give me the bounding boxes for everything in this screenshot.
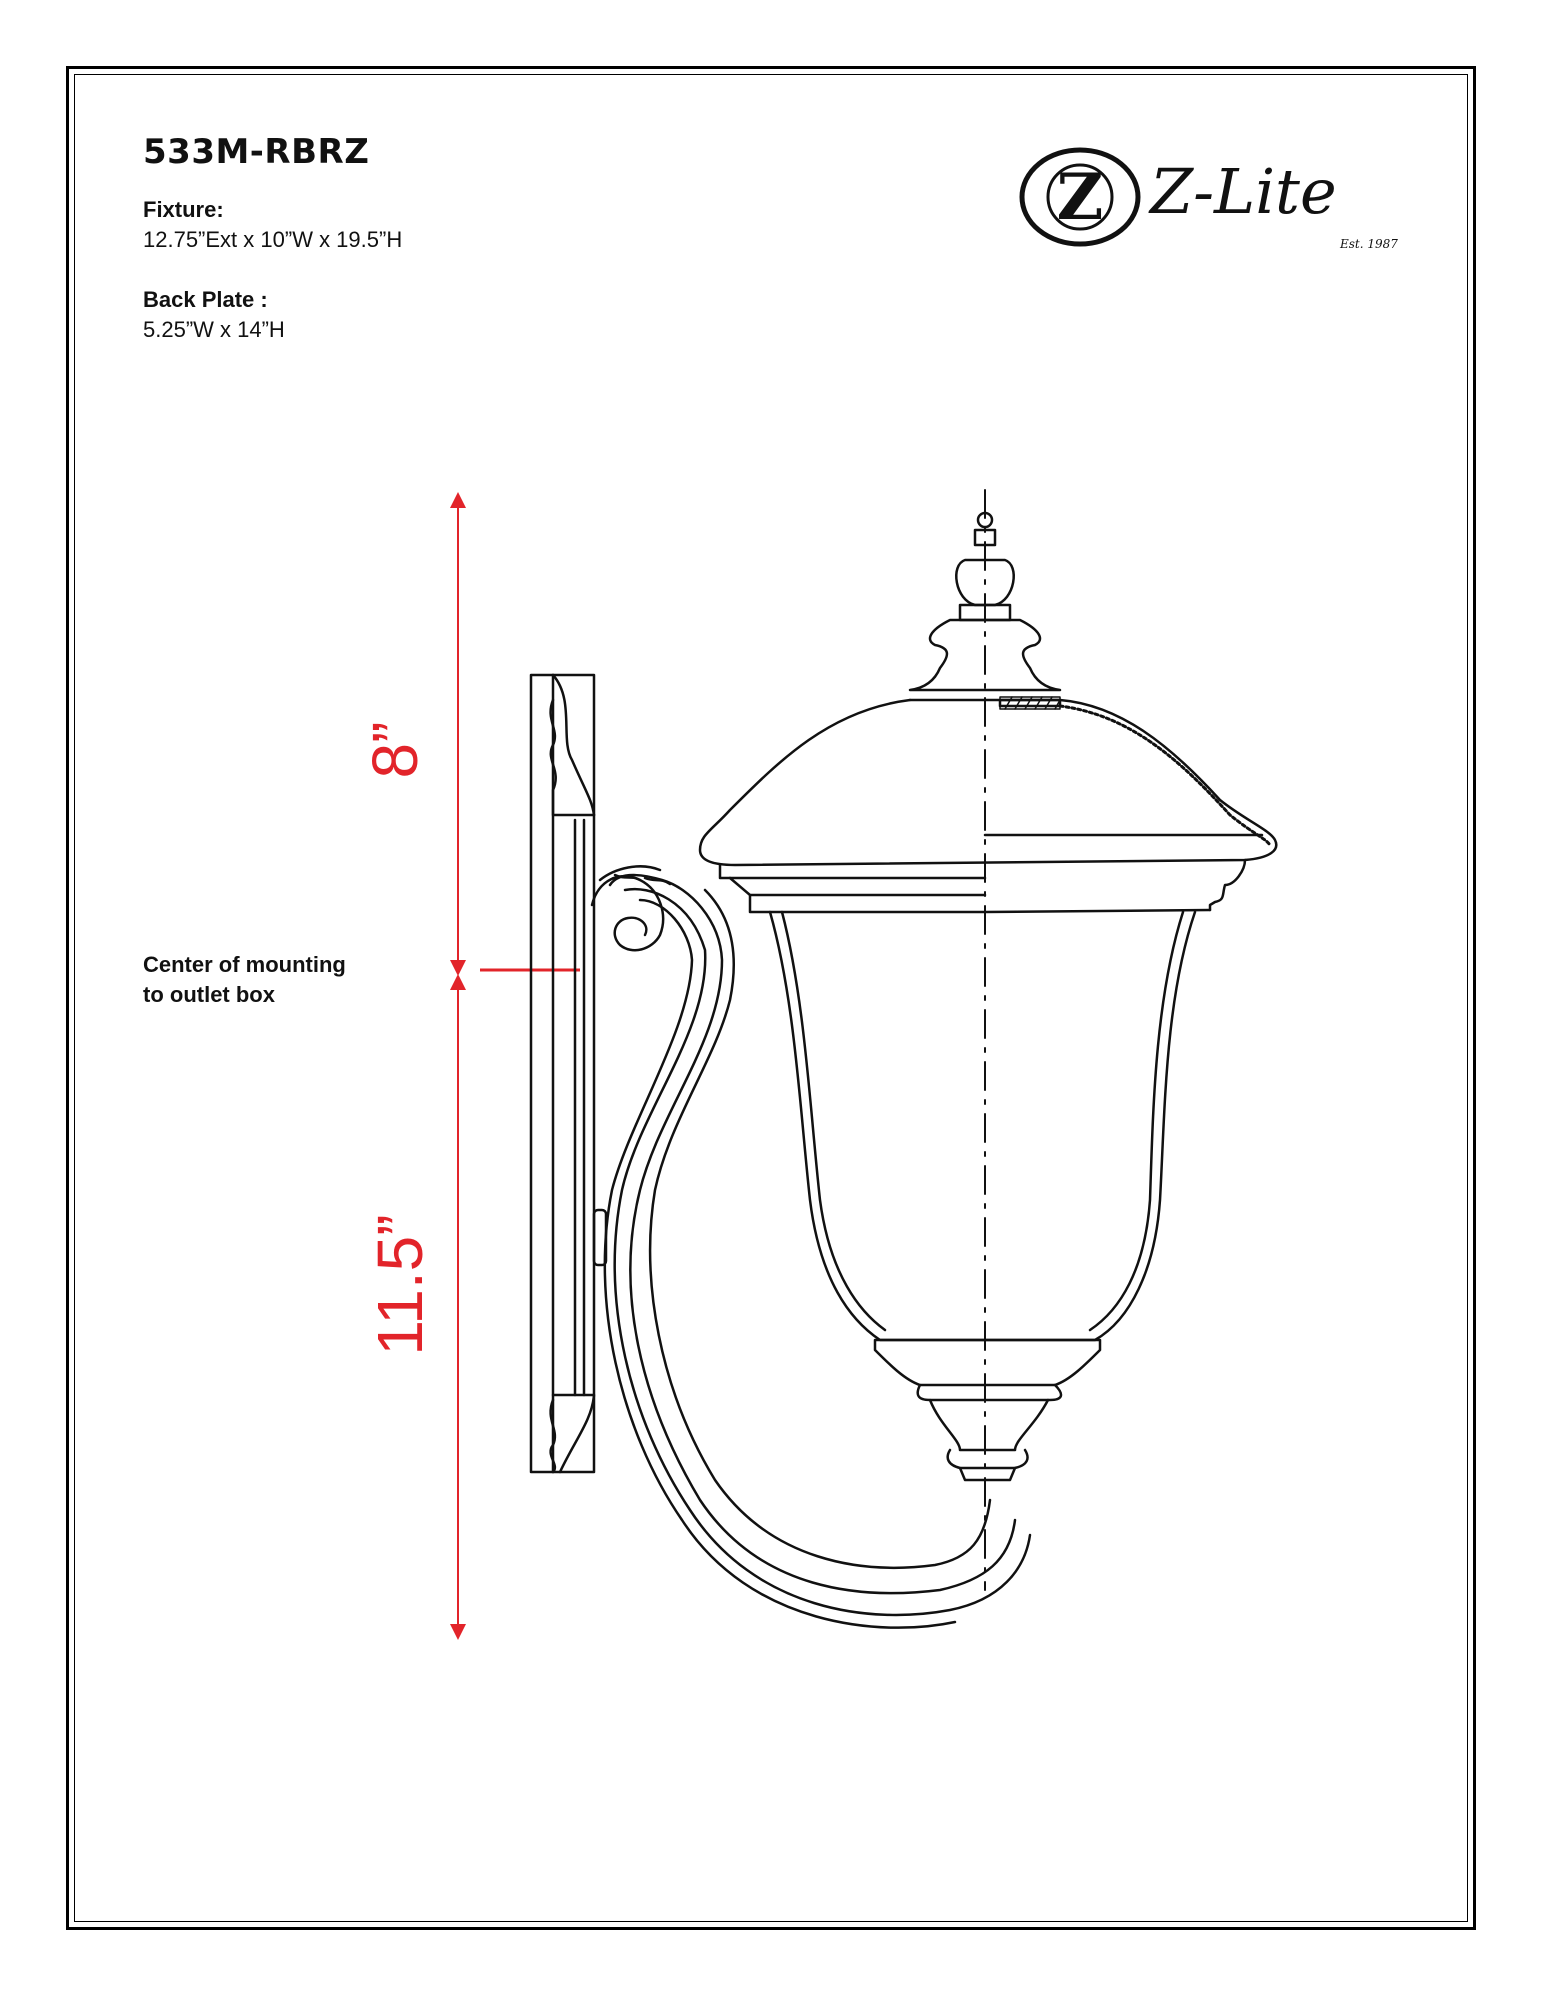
model-number: 533M-RBRZ (143, 132, 370, 172)
scroll-arm (592, 866, 1030, 1627)
dimension-lines (458, 500, 580, 1632)
back-plate-label: Back Plate : (143, 287, 268, 312)
fixture-label: Fixture: (143, 197, 224, 222)
note-line-1: Center of mounting (143, 952, 346, 977)
back-plate (531, 675, 606, 1472)
svg-text:Z: Z (1056, 160, 1104, 235)
upper-dimension-label: 8” (359, 721, 431, 779)
back-plate-dimensions: 5.25”W x 14”H (143, 317, 285, 342)
fixture-dimensions: 12.75”Ext x 10”W x 19.5”H (143, 227, 403, 252)
bottom-bowl (875, 1340, 1100, 1480)
lower-dimension-label: 11.5” (364, 1214, 436, 1356)
glass-shade (770, 912, 1195, 1340)
logo-wordmark: Z-Lite (1150, 155, 1337, 228)
note-line-2: to outlet box (143, 982, 275, 1007)
logo-established: Est. 1987 (1340, 237, 1398, 251)
section-hatching (1000, 697, 1270, 845)
lamp-hood (700, 700, 1276, 912)
